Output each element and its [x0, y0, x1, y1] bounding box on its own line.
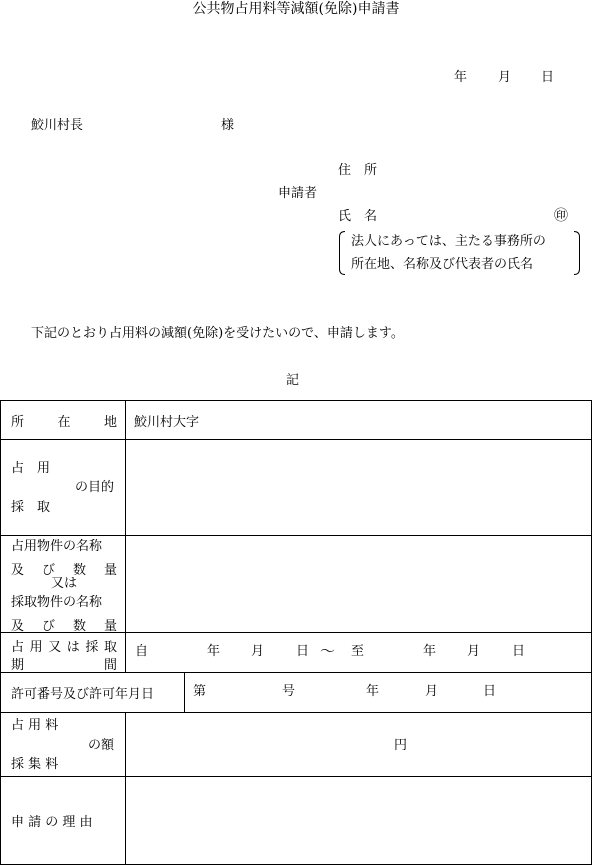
row-purpose	[1, 440, 592, 536]
object-label: 占用物件の名称 及 び 数 量 又は 採取物件の名称 及 び 数 量	[1, 536, 126, 633]
reason-label: 申 請 の 理 由	[1, 777, 126, 865]
row-location	[1, 401, 592, 440]
row-reason	[1, 777, 592, 865]
note-line-2: 所在地、名称及び代表者の氏名	[351, 257, 534, 272]
seal-mark: ㊞	[554, 208, 568, 224]
document-title: 公共物占用料等減額(免除)申請書	[192, 1, 400, 17]
date-day: 日	[541, 70, 555, 85]
period-label: 占 用 又 は 採 取 期 間	[1, 633, 126, 673]
addressee-name: 鮫川村長	[31, 118, 84, 133]
applicant-note	[338, 231, 581, 275]
yen-unit: 円	[394, 738, 408, 753]
row-permit	[1, 673, 592, 713]
reason-value[interactable]	[126, 777, 592, 865]
object-value[interactable]	[126, 536, 592, 633]
body-text: 下記のとおり占用料の減額(免除)を受けたいので、申請します。	[31, 326, 404, 341]
purpose-value[interactable]	[126, 440, 592, 536]
fee-value[interactable]	[126, 713, 592, 777]
addressee-honorific: 様	[221, 118, 235, 133]
date-year: 年	[454, 70, 468, 85]
location-value[interactable]: 鮫川村大字	[126, 401, 592, 440]
ki-heading: 記	[286, 373, 300, 388]
applicant-role-label: 申請者	[278, 186, 318, 201]
period-value[interactable]: 自 年 月 日 〜 至 年 月 日	[126, 633, 592, 673]
note-line-1: 法人にあっては、主たる事務所の	[351, 234, 546, 249]
right-bracket-icon	[573, 231, 581, 275]
applicant-name-label: 氏 名	[338, 209, 378, 224]
left-bracket-icon	[338, 231, 346, 275]
fee-label: 占 用 料 の額 採 集 料	[1, 713, 126, 777]
permit-label: 許可番号及び許可年月日	[1, 673, 185, 713]
application-table	[0, 400, 592, 865]
purpose-label: 占 用 の目的 採 取	[1, 440, 126, 536]
applicant-address-label: 住 所	[338, 163, 378, 178]
row-object	[1, 536, 592, 633]
date-month: 月	[498, 70, 512, 85]
permit-value[interactable]: 第 号 年 月 日	[185, 673, 592, 713]
location-label: 所 在 地	[1, 401, 126, 440]
row-fee	[1, 713, 592, 777]
row-period	[1, 633, 592, 673]
